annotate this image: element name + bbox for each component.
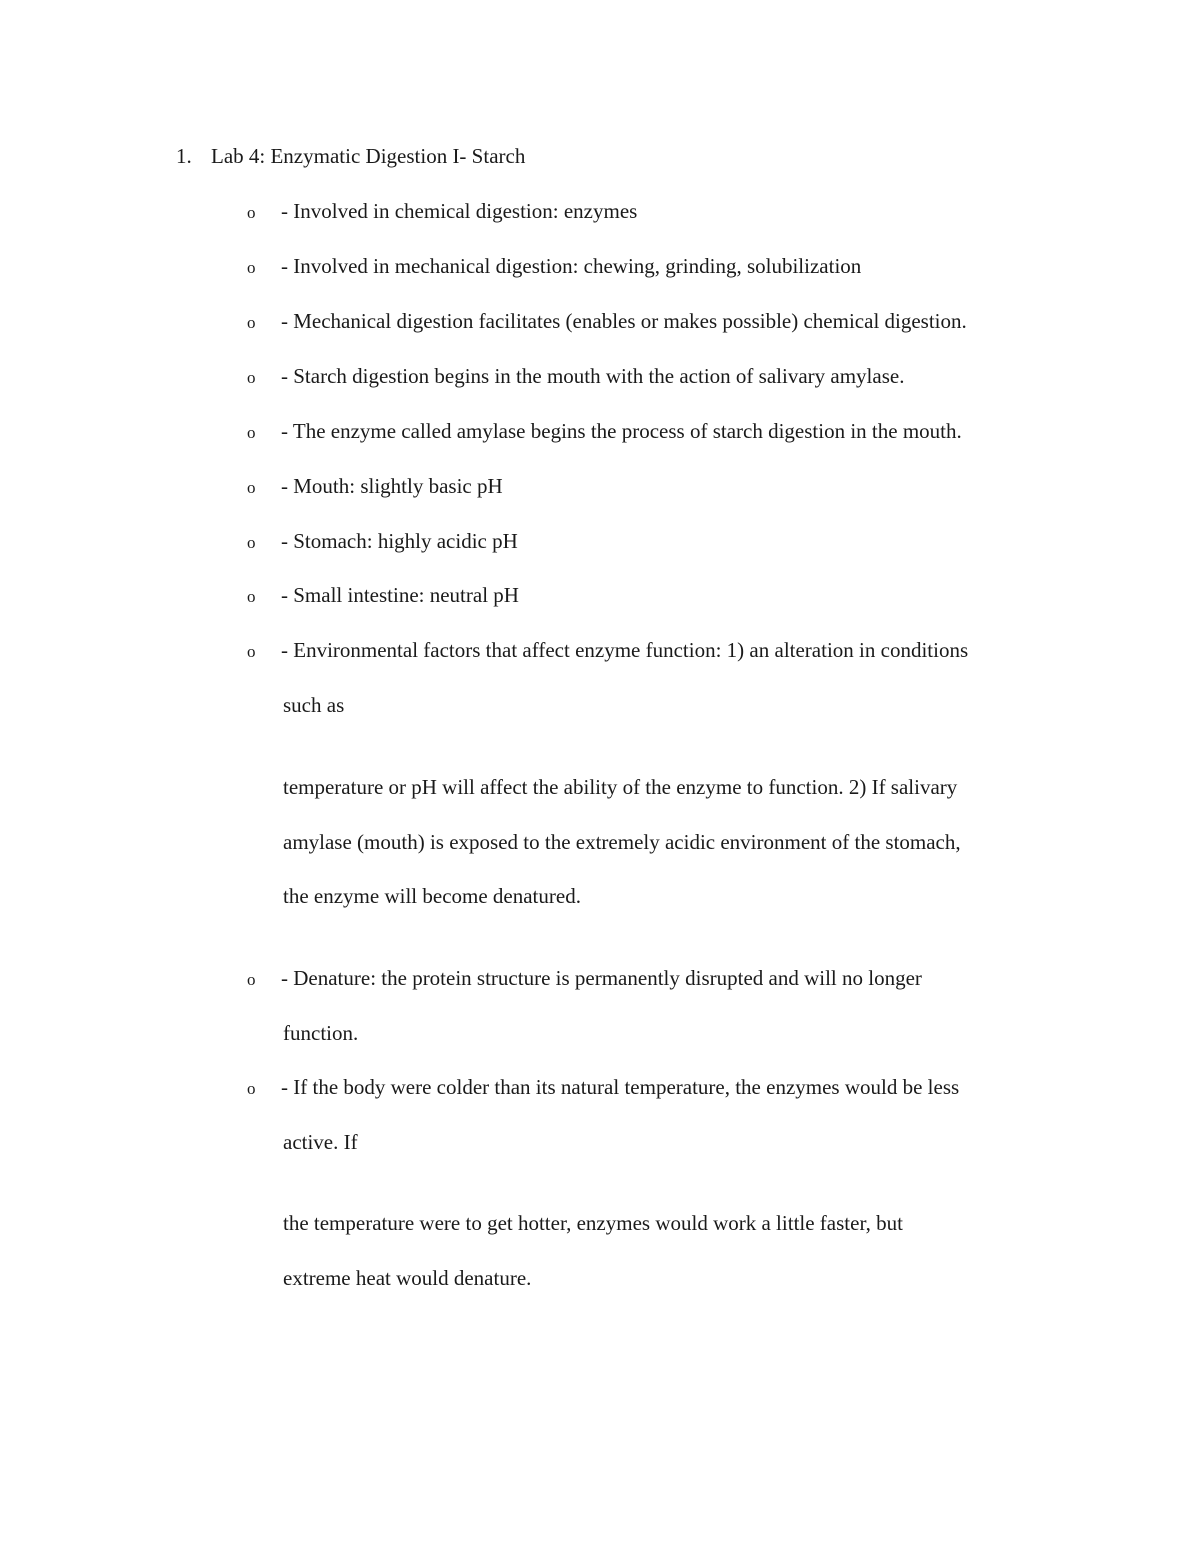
bullet-marker: o bbox=[247, 313, 256, 332]
list-item-text: - Involved in chemical digestion: enzymes bbox=[281, 199, 638, 223]
list-item-text: - Small intestine: neutral pH bbox=[281, 583, 519, 607]
continuation-paragraph-line: the enzyme will become denatured. bbox=[283, 884, 581, 908]
continuation-paragraph-line: amylase (mouth) is exposed to the extremely acidic environment of the stomach, bbox=[283, 830, 961, 854]
bullet-marker: o bbox=[247, 203, 256, 222]
list-item-text: - If the body were colder than its natural temperature, the enzymes would be less bbox=[281, 1075, 960, 1099]
list-item-text-wrap: active. If bbox=[283, 1130, 358, 1154]
continuation-paragraph-line: extreme heat would denature. bbox=[283, 1266, 532, 1290]
list-item-text-wrap: function. bbox=[283, 1021, 359, 1045]
bullet-marker: o bbox=[247, 533, 256, 552]
bullet-marker: o bbox=[247, 368, 256, 387]
bullet-marker: o bbox=[247, 423, 256, 442]
list-item-text: - Environmental factors that affect enzyme function: 1) an alteration in conditions bbox=[281, 638, 969, 662]
bullet-marker: o bbox=[247, 642, 256, 661]
list-item-text: - Stomach: highly acidic pH bbox=[281, 529, 518, 553]
list-item-text: - Mouth: slightly basic pH bbox=[281, 474, 503, 498]
continuation-paragraph-line: the temperature were to get hotter, enzymes would work a little faster, but bbox=[283, 1211, 903, 1235]
bullet-marker: o bbox=[247, 587, 256, 606]
section-heading: Lab 4: Enzymatic Digestion I- Starch bbox=[211, 144, 526, 168]
bullet-marker: o bbox=[247, 478, 256, 497]
list-number: 1. bbox=[176, 144, 192, 168]
list-item-text: - Denature: the protein structure is permanently disrupted and will no longer bbox=[281, 966, 922, 990]
continuation-paragraph-line: temperature or pH will affect the ability of the enzyme to function. 2) If salivary bbox=[283, 775, 958, 799]
bullet-marker: o bbox=[247, 1079, 256, 1098]
list-item-text: - Starch digestion begins in the mouth with the action of salivary amylase. bbox=[281, 364, 905, 388]
list-item-text: - Involved in mechanical digestion: chewing, grinding, solubilization bbox=[281, 254, 862, 278]
bullet-marker: o bbox=[247, 970, 256, 989]
list-item-text: - Mechanical digestion facilitates (enables or makes possible) chemical digestion. bbox=[281, 309, 967, 333]
list-item-text-wrap: such as bbox=[283, 693, 345, 717]
list-item-text: - The enzyme called amylase begins the process of starch digestion in the mouth. bbox=[281, 419, 962, 443]
bullet-marker: o bbox=[247, 258, 256, 277]
